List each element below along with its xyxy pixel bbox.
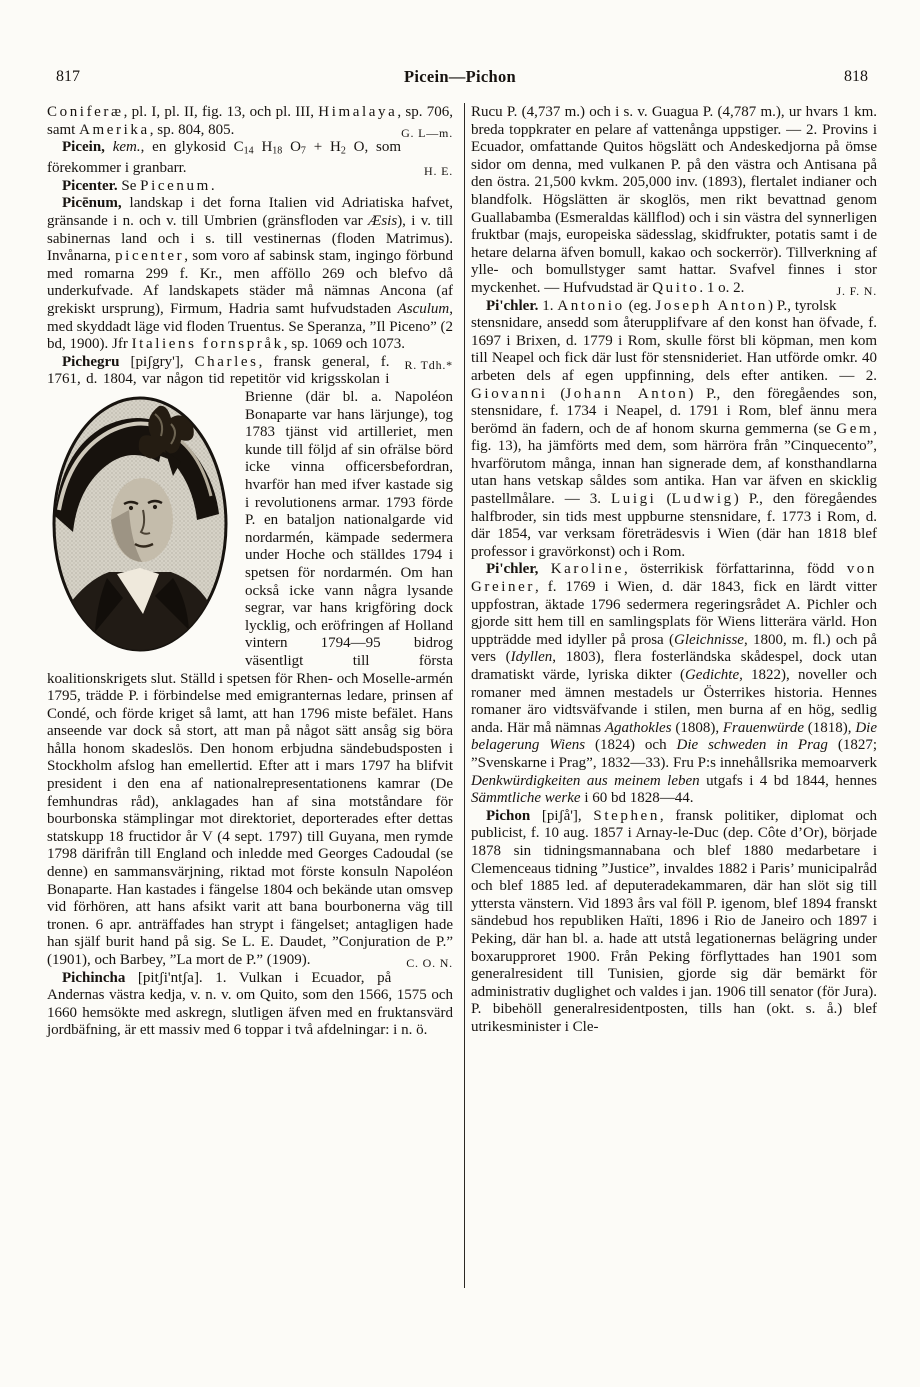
entry-text: Picēnum, landskap i det forna Italien vid Adriatiska hafvet, gränsande i n. och v. till Umbrien (gränsfloden var Æsis), i v. till sabinernas land och i s. till vestinernas (floden Matrimus). Invånarna, picenter, som voro af sabinsk stam, ingingo förbund med romarna 299 f. Kr., men afföllo 269 och blefvo då underkufvade. Af landskapets städer må nämnas Ancona (af grekiskt ursprung), Firmum, Hadria samt hufvudstaden Asculum, med skyddadt läge vid floden Truentus. Se Speranza, ”Il Piceno” (2 bd, 1900). Jfr Italiens fornspråk, sp. 1069 och 1073. — [47, 195, 454, 353]
entry-text: Pichincha [pitʃi'ntʃa]. 1. Vulkan i Ecuador, på Andernas västra kedja, v. n. v. om Quito, som den 1566, 1575 och 1660 hemsökte med askregn, slutligen äfven med en fruktansvärd jordbäfning, är ett massiv med 6 toppar i två afdelningar: i n. ö. — [47, 969, 453, 1039]
entry-text: Bonaparte var hans lärjunge), tog 1783 tjänst vid artilleriet, men kunde till följd af sin ofrälse börd icke vinna officersbefordran, hvarför han med ifver kastade sig i revolutionens armar. 1793 förde P. en bataljon nationalgarde vid nordarmén, kämpade sedermera under Hoche och ställdes 1794 i spetsen för nordarmén. Om han också icke vann några lysande segrar, var hans krigföring dock lycklig, och eröfringen af Holland vintern 1794—95 bidrog väsentligt till första koalitionskrigets slut. Ställd i spetsen för Rhen- och Moselle-armén 1795, trädde P. i förbindelse med emigranternas ledare, prinsen af Condé, och förde kriget så lamt, att han 1796 miste befälet. Hans anseende var dock så stort, att man på något sätt ansåg sig böra hålla honom skadeslös. Den honom erbjudna sändebudsposten i Stockholm afslog han emellertid. Efter att i mars 1797 ha blifvit president i den ena af nationalrepresentationens kamrar (De femhundras råd), anklagades han af sina motståndare för bourbonska stämplingar mot direktoriet, deporterades efter dettas statskupp 18 fructidor år V (4 sept. 1797) till Guyana, men rymde 1798 därifrån till England och inledde med Georges Cadoudal (se denne) en sammansvärjning, riktad mot förste konsuln Napoléon Bonaparte. Han kastades i fängelse 1804 och bekände utan omsvep vid förhören, att hans afsikt varit att bana bourbonerna väg till tronen. 6 apr. anträffades han strypt i fängelset; antagligen hade han själf burit hand på sig. Se L. E. Daudet, ”Conjuration de P.” (1901), och Barbey, ”La mort de P.” (1909). — [47, 406, 453, 968]
author-signature: H. E. — [424, 164, 453, 179]
author-signature: J. F. N. — [836, 283, 877, 298]
entry-picein — [47, 139, 453, 178]
entry-pichincha — [47, 970, 453, 1040]
entry-picenter — [47, 178, 453, 196]
right-column — [471, 104, 877, 1040]
entry-pichler-karoline — [471, 561, 877, 807]
left-column — [47, 104, 453, 1040]
pichegru-portrait-engraving — [47, 392, 233, 660]
page-number-left: 817 — [56, 68, 80, 85]
page-number-right: 818 — [844, 68, 868, 85]
entry-text: Pichon [piʃå'], Stephen, fransk politiker, diplomat och publicist, f. 10 aug. 1857 i Arnay-le-Duc (dep. Côte d’Or), började 1878 sin tidningsmannabana och blef 1880 medarbetare i Clemenceaus tidning ”Justice”, invaldes 1882 i Paris’ municipalråd och blef 1885 led. af deputeradekammaren, där han slöt sig till yttersta vänstern. Vid 1893 års val föll P. igenom, blef 1894 franskt sändebud hos republiken Haïti, 1896 i Rio de Janeiro och 1897 i Peking, där han bl. a. hade att utstå legationernas belägring under boxarupproret 1900. Från Peking förflyttades han 1901 som generalresident till Tunisien, gjorde sig där bemärkt för administrativ duglighet och valdes i jan. 1906 till senator (för Jura). P. bibehöll generalresidentposten, tills han (okt. s. å.) blef utrikesminister i Cle- — [471, 807, 877, 1035]
entry-pichon — [471, 808, 877, 1037]
column-divider — [464, 103, 465, 1288]
entry-text: Picein, kem., en glykosid $C_{14}$ $H_{18}$ $O_7 + H_2$ O, som förekommer i granbarr. — [47, 139, 402, 177]
running-title: Picein—Pichon — [403, 67, 517, 86]
entry-text: Rucu P. (4,737 m.) och i s. v. Guagua P. (4,787 m.), ur hvars 1 km. breda toppkrater en pelare af vattenånga uppstiger. — 2. Provins i Ecuador, omfattande Quitos högslätt och Andeskedjorna på ömse sidor om denna, med vulkanen P. på den västra och Antisana på den östra. 21,500 kvkm. 205,000 inv. (1893), flertalet indianer och blandfolk. Högslätten är skoglös, men rikt bevattnad genom Guallabamba (Esmeraldas källflod) och i sin västra del synnerligen fruktbar (majs, europeiska sädesslag, skidfrukter, potatis samt i de hetare delarna äfven bomull, kakao och sockerrör). Tillverkning af ylle- och bomullstyger samt hattar. Svafvel finnes i stor myckenhet. — Hufvudstad är Quito. 1 o. 2. — [471, 104, 877, 296]
author-signature: G. L—m. — [401, 125, 453, 140]
author-signature: R. Tdh.* — [404, 357, 453, 372]
entry-text: Pi'chler, Karoline, österrikisk författarinna, född von Greiner, f. 1769 i Wien, d. där 1843, fick en lärdt vitter uppfostran, äktade 1796 sedermera regeringsrådet A. Pichler och gjorde sitt hem till en samlingsplats för Wiens litterära värld. Hon uppträdde med idyller på prosa (Gleichnisse, 1800, m. fl.) och på vers (Idyllen, 1803), flera fosterländska skådespel, dock utan dramatiskt värde, lyriska dikter (Gedichte, 1822), noveller och romaner med ämnen mestadels ur Österrikes historia. Hennes romaner äro vidtsväfvande i stilen, men burna af en hög, sedlig anda. Här må nämnas Agathokles (1808), Frauenwürde (1818), Die belagerung Wiens (1824) och Die schweden in Prag (1827; ”Svenskarne i Prag”, 1832—33). Fru P:s innehållsrika memoarverk Denkwürdigkeiten aus meinem leben utgafs i 4 bd 1844, hennes Sämmtliche werke i 60 bd 1828—44. — [471, 561, 878, 807]
entry-picenum — [47, 195, 454, 372]
author-signature: C. O. N. — [406, 956, 453, 970]
entry-pichegru — [47, 354, 453, 970]
entry-coniferae-continuation — [47, 104, 453, 139]
entry-text: Pichegru [piʃgry'], Charles, fransk general, f. 1761, d. 1804, var någon tid repetitör vid krigsskolan i Brienne (där bl. a. Napoléon — [47, 353, 453, 405]
entry-text: Pi'chler. 1. Antonio (eg. Joseph Anton) P., tyrolsk stensnidare, ansedd som återupplifvare af den konst han öfvade, f. 1697 i Brixen, d. 1779 i Rom, skulle först bli köpman, men kom till Neapel och fick där lust för stensnideriet. Han utförde omkr. 40 arbeten dels af egen uppfinning, dels efter antiken. — 2. Giovanni (Johann Anton) P., den föregåendes son, stensnidare, f. 1734 i Neapel, d. 1791 i Rom, blef ännu mera berömd än fadern, och de af honom skurna gemmerna (se Gem, fig. 13), ha jämförts med dem, som härröra från ”Cinquecento”, hvarförutom många, innan han signerade dem, af konsthandlarna utan hans vetskap såldes som antika. Han var äfven en skicklig pastellmålare. — 3. Luigi (Ludwig) P., den föregåendes halfbroder, sin tids mest uppburne stensnidare, f. 1773 i Rom, d. där 1854, var verksam företrädesvis i Wien (där han 1818 blef professor i gravörkonst) och i Rom. — [471, 297, 877, 560]
entry-text: Picenter. Se Picenum. — [62, 177, 215, 194]
entry-pichler-stensnidare — [471, 298, 877, 562]
entry-pichincha-continuation — [471, 104, 877, 298]
text-columns — [0, 90, 920, 1040]
page-header — [0, 0, 920, 90]
entry-text: Coniferæ, pl. I, pl. II, fig. 13, och pl. III, Himalaya, sp. 706, samt Amerika, sp. 804, 805. — [47, 104, 453, 138]
